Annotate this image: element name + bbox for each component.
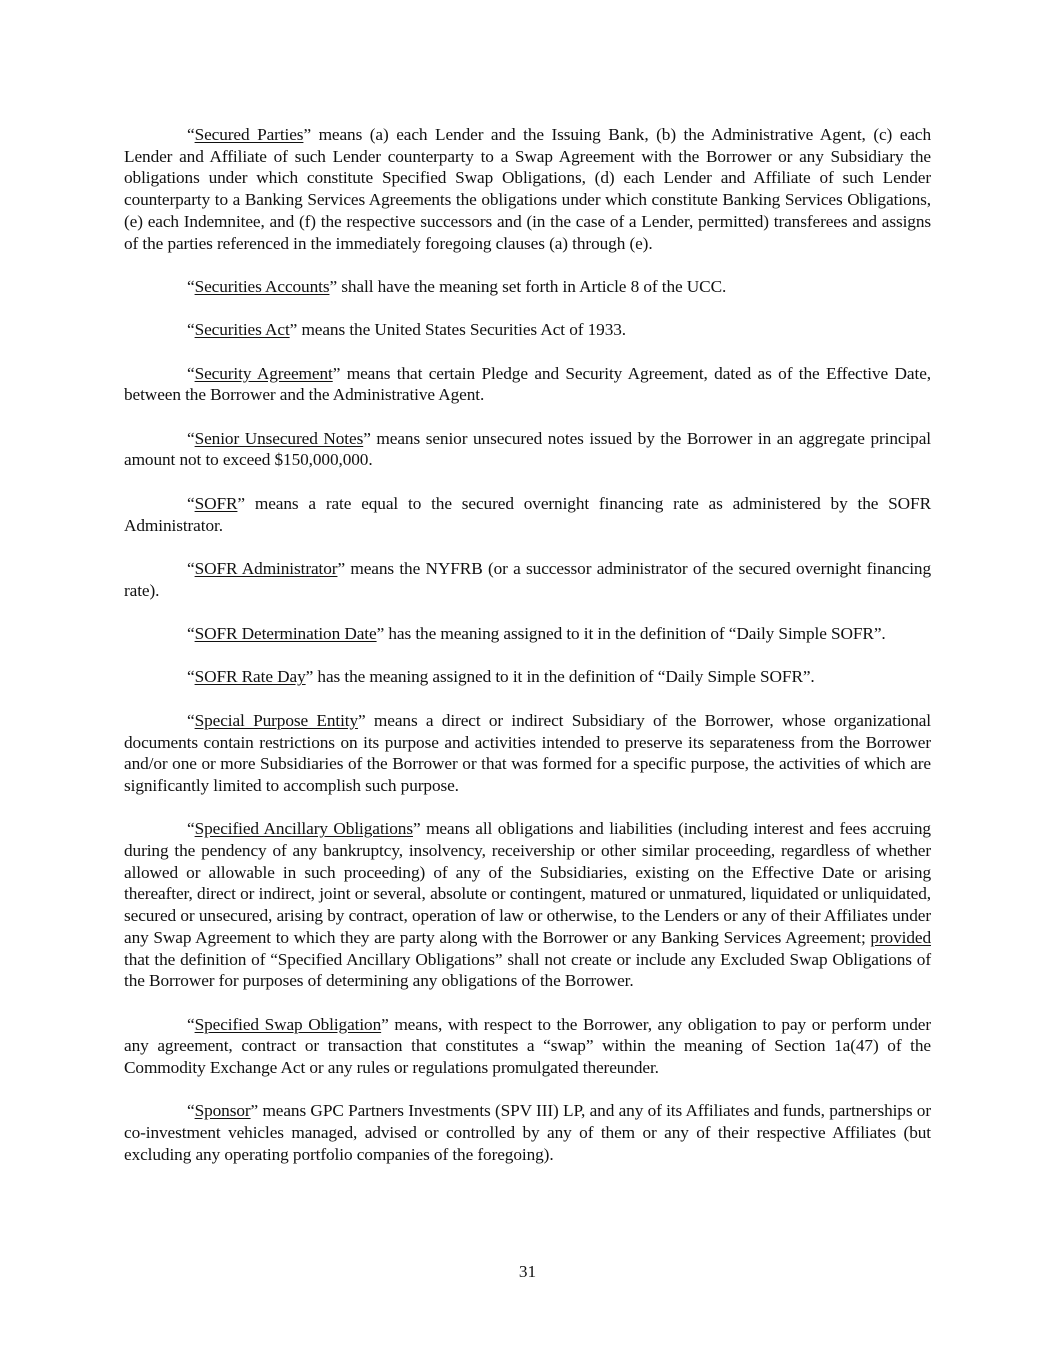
- definition-text: means GPC Partners Investments (SPV III) LP, and any of its Affiliates and funds, partnerships or co-investment vehicles managed, advised or controlled by any of them or any of their respective Affiliates (but excluding any operating portfolio companies of the foregoing).: [124, 1101, 931, 1164]
- definition-special-purpose-entity: [124, 710, 931, 797]
- definition-text: has the meaning assigned to it in the definition of “Daily Simple SOFR”.: [384, 624, 886, 644]
- defined-term: Security Agreement: [194, 363, 333, 383]
- open-quote: “: [187, 428, 195, 448]
- close-quote: ”: [303, 125, 312, 144]
- close-quote: ”: [289, 320, 298, 340]
- definition-text: shall have the meaning set forth in Article 8 of the UCC.: [337, 276, 727, 296]
- definition-text: means, with respect to the Borrower, any obligation to pay or perform under any agreement, contract or transaction that constitutes a “swap” within the meaning of Section 1a(47) of the Commodity Exchange Act or any rules or regulations promulgated thereunder.: [124, 1014, 931, 1078]
- definition-sofr-determination-date: [124, 623, 931, 645]
- definition-text: means all obligations and liabilities (including interest and fees accruing during the pendency of any bankruptcy, insolvency, receivership or other similar proceeding, regardless of whether allowed or allowable in such proceeding) of any of the Subsidiaries, existing on the Effective Date or arising thereafter, direct or indirect, joint or several, absolute or contingent, matured or unmatured, liquidated or unliquidated, secured or unsecured, arising by contract, operation of law or otherwise, to the Lenders or any of their Affiliates under any Swap Agreement to which they are party along with the Borrower or any Banking Services Agreement;: [124, 819, 931, 947]
- open-quote: “: [187, 363, 195, 383]
- definition-sofr: [124, 493, 931, 536]
- page-number: 31: [518, 1262, 537, 1281]
- document-page: [124, 124, 931, 1187]
- definition-sofr-administrator: [124, 558, 931, 601]
- open-quote: “: [187, 558, 195, 578]
- defined-term: Sponsor: [194, 1101, 251, 1121]
- close-quote: ”: [329, 276, 338, 296]
- open-quote: “: [187, 667, 195, 687]
- close-quote: ”: [376, 624, 385, 644]
- definition-text: means the United States Securities Act of 1933.: [297, 320, 626, 340]
- defined-term: Specified Ancillary Obligations: [194, 819, 413, 839]
- close-quote: ”: [332, 363, 341, 383]
- defined-term: SOFR: [194, 493, 238, 513]
- open-quote: “: [187, 493, 195, 513]
- proviso-word: provided: [870, 927, 931, 947]
- defined-term: Secured Parties: [194, 125, 304, 144]
- close-quote: ”: [412, 819, 421, 839]
- definition-security-agreement: [124, 363, 931, 406]
- open-quote: “: [187, 819, 195, 839]
- defined-term: Specified Swap Obligation: [194, 1014, 382, 1034]
- open-quote: “: [187, 276, 195, 296]
- close-quote: ”: [381, 1014, 389, 1034]
- definition-securities-accounts: [124, 276, 931, 298]
- definition-specified-ancillary-obligations: [124, 818, 931, 992]
- defined-term: SOFR Administrator: [194, 558, 338, 578]
- definition-text: means senior unsecured notes issued by the Borrower in an aggregate principal amount not to exceed $150,000,000.: [124, 428, 931, 470]
- definition-specified-swap-obligation: [124, 1014, 931, 1079]
- definition-secured-parties: [124, 124, 931, 254]
- defined-term: SOFR Determination Date: [194, 624, 377, 644]
- definition-sponsor: [124, 1100, 931, 1165]
- definition-text: means the NYFRB (or a successor administrator of the secured overnight financing rate).: [124, 558, 932, 600]
- defined-term: Securities Act: [194, 320, 290, 340]
- open-quote: “: [187, 624, 195, 644]
- close-quote: ”: [358, 710, 366, 730]
- definition-text-tail: that the definition of “Specified Ancillary Obligations” shall not create or include any Excluded Swap Obligations of the Borrower for purposes of determining any obligations of the Borrower.: [124, 949, 931, 991]
- defined-term: Securities Accounts: [194, 276, 330, 296]
- open-quote: “: [187, 710, 195, 730]
- close-quote: ”: [250, 1101, 259, 1121]
- definition-text: means a direct or indirect Subsidiary of the Borrower, whose organizational documents contain restrictions on its purpose and activities intended to preserve its separateness from the Borrower and/or one or more Subsidiaries of the Borrower or that was formed for a specific purpose, the activities of which are significantly limited to accomplish such purpose.: [124, 710, 932, 795]
- definition-text: means that certain Pledge and Security Agreement, dated as of the Effective Date, between the Borrower and the Administrative Agent.: [124, 363, 931, 405]
- definition-text: means (a) each Lender and the Issuing Bank, (b) the Administrative Agent, (c) each Lender and Affiliate of such Lender counterparty to a Swap Agreement with the Borrower or any Subsidiary the obligations under which constitute Specified Swap Obligations, (d) each Lender and Affiliate of such Lender counterparty to a Banking Services Agreements the obligations under which constitute Banking Services Obligations, (e) each Indemnitee, and (f) the respective successors and (in the case of a Lender, permitted) transferees and assigns of the parties referenced in the immediately foregoing clauses (a) through (e).: [124, 125, 932, 253]
- defined-term: SOFR Rate Day: [194, 667, 306, 687]
- open-quote: “: [187, 320, 195, 340]
- definition-text: means a rate equal to the secured overnight financing rate as administered by the SOFR Administrator.: [124, 493, 931, 535]
- close-quote: ”: [337, 558, 346, 578]
- open-quote: “: [187, 125, 195, 144]
- open-quote: “: [187, 1014, 195, 1034]
- close-quote: ”: [237, 493, 245, 513]
- open-quote: “: [187, 1101, 195, 1121]
- definition-text: has the meaning assigned to it in the definition of “Daily Simple SOFR”.: [313, 667, 815, 687]
- definition-securities-act: [124, 319, 931, 341]
- definition-senior-unsecured-notes: [124, 428, 931, 471]
- defined-term: Special Purpose Entity: [194, 710, 359, 730]
- close-quote: ”: [305, 667, 314, 687]
- defined-term: Senior Unsecured Notes: [194, 428, 364, 448]
- close-quote: ”: [363, 428, 371, 448]
- definition-sofr-rate-day: [124, 666, 931, 688]
